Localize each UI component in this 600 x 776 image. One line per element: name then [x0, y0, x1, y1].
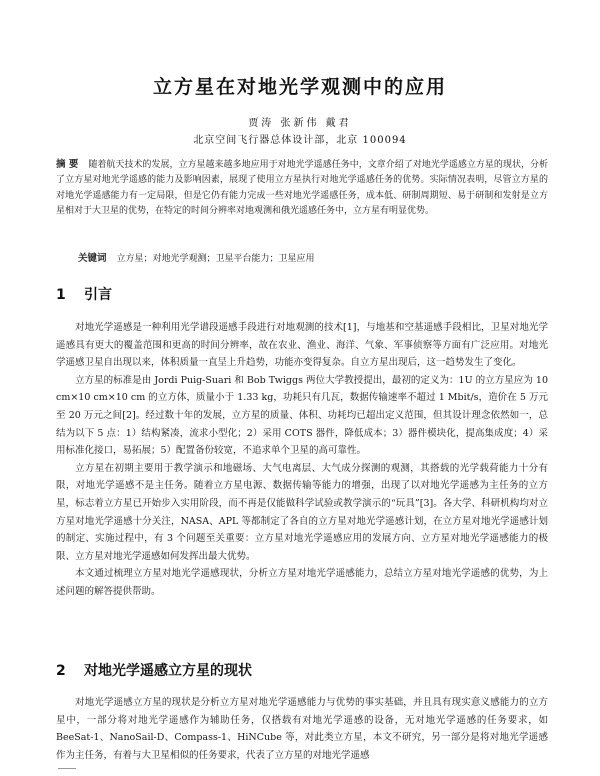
paragraph: 对地光学遥感立方星的现状是分析立方星对地光学遥感能力与优势的事实基础，并且具有现实意义感能力的立方星中，一部分将对地光学遥感作为辅助任务，仅搭载有对地光学遥感的设备，无对地光学遥感的任务要求，如 BeeSat-1、NanoSail-D、Compass-1、HiNCube 等，对此类立方星，本文不研究，另一部分是将对地光学遥感作为主任务，有着与大卫星相似的任务要求，代表了立方星的对地光学遥感 [56, 697, 548, 761]
section-body-2 [56, 694, 548, 764]
paper-authors: 贾涛 张新伟 戴君 [248, 118, 352, 129]
paragraph: 对地光学遥感是一种利用光学谱段遥感手段进行对地观测的技术[1]，与地基和空基遥感手段相比，卫星对地光学遥感具有更大的覆盖范围和更高的时间分辨率，故在农业、渔业、海洋、气象、军事侦察等方面有广泛应用。对地光学遥感卫星自出现以来，体积质量一直呈上升趋势，功能亦变得复杂。自立方星出现后，这一趋势发生了变化。 [56, 322, 548, 369]
paper-title: 立方星在对地光学观测中的应用 [152, 76, 447, 98]
footnote-divider [58, 768, 76, 769]
paper-affiliation: 北京空间飞行器总体设计部，北京 100094 [193, 135, 407, 146]
abstract-label: 摘 要 [56, 159, 79, 170]
paragraph: 本文通过梳理立方星对地光学遥感现状，分析立方星对地光学遥感能力，总结立方星对地光学遥感的优势，为上述问题的解答提供帮助。 [56, 568, 548, 597]
section-title-2: 对地光学遥感立方星的现状 [84, 663, 252, 679]
abstract-text: 随着航天技术的发展，立方星越来越多地应用于对地光学遥感任务中，文章介绍了对地光学遥感立方星的现状，分析了立方星对地光学遥感的能力及影响因素，展现了使用立方星执行对地光学遥感任务的优势。实际情况表明，尽管立方星的对地光学遥感能力有一定局限，但是它仍有能力完成一些对地光学遥感任务，成本低、研制周期短、易于研制和发射是立方星相对于大卫星的优势，在特定的时间分辨率对地观测和俄光遥感任务中，立方星有明显优势。 [56, 160, 548, 217]
keywords [78, 250, 548, 264]
section-body-1 [56, 319, 548, 601]
keywords-text: 立方星；对地光学观测；卫星平台能力；卫星应用 [116, 254, 315, 264]
section-title-1: 引言 [84, 287, 112, 303]
abstract [56, 157, 548, 220]
section-number-2: 2 [56, 663, 66, 679]
keywords-label: 关键词 [78, 253, 107, 264]
section-heading-2 [56, 660, 252, 680]
paragraph: 立方星在初期主要用于教学演示和地磁场、大气电离层、大气成分探测的观测，其搭载的光学载荷能力十分有限，对地光学遥感不是主任务。随着立方星电源、数据传输等能力的增强，出现了以对地光学遥感为主任务的立方星，标志着立方星已开始步入实用阶段，而不再是仅能做科学试验或教学演示的“玩具”[3]。各大学、科研机构均对立方星对地光学遥感十分关注，NASA、APL 等都制定了各自的立方星对地光学遥感计划，在立方星对地光学遥感计划的制定、实施过程中，有 3 个问题至关重要：立方星对地光学遥感应用的发展方向、立方星对地光学遥感能力的极限、立方星对地光学遥感如何发挥出最大优势。 [56, 462, 548, 562]
section-heading-1 [56, 284, 112, 304]
section-number-1: 1 [56, 287, 66, 303]
paragraph: 立方星的标准是由 Jordi Puig-Suari 和 Bob Twiggs 两位大学教授提出，最初的定义为：1U 的立方星应为 10 cm×10 cm×10 cm 的立方体，质量小于 1.33 kg，功耗只有几瓦，数据传输速率不超过 1 Mbit/s，造价在 5 万元至 20 万元之间[2]。经过数十年的发展，立方星的质量、体积、功耗均已超出定义范围，但其设计理念依然如一，总结为以下 5 点：1）结构紧凑，流求小型化；2）采用 COTS 器件，降低成本；3）器件模块化，提高集成度；4）采用标准化接口，易拓展；5）配置备份较宽，不追求单个卫星的高可靠性。 [56, 374, 548, 457]
